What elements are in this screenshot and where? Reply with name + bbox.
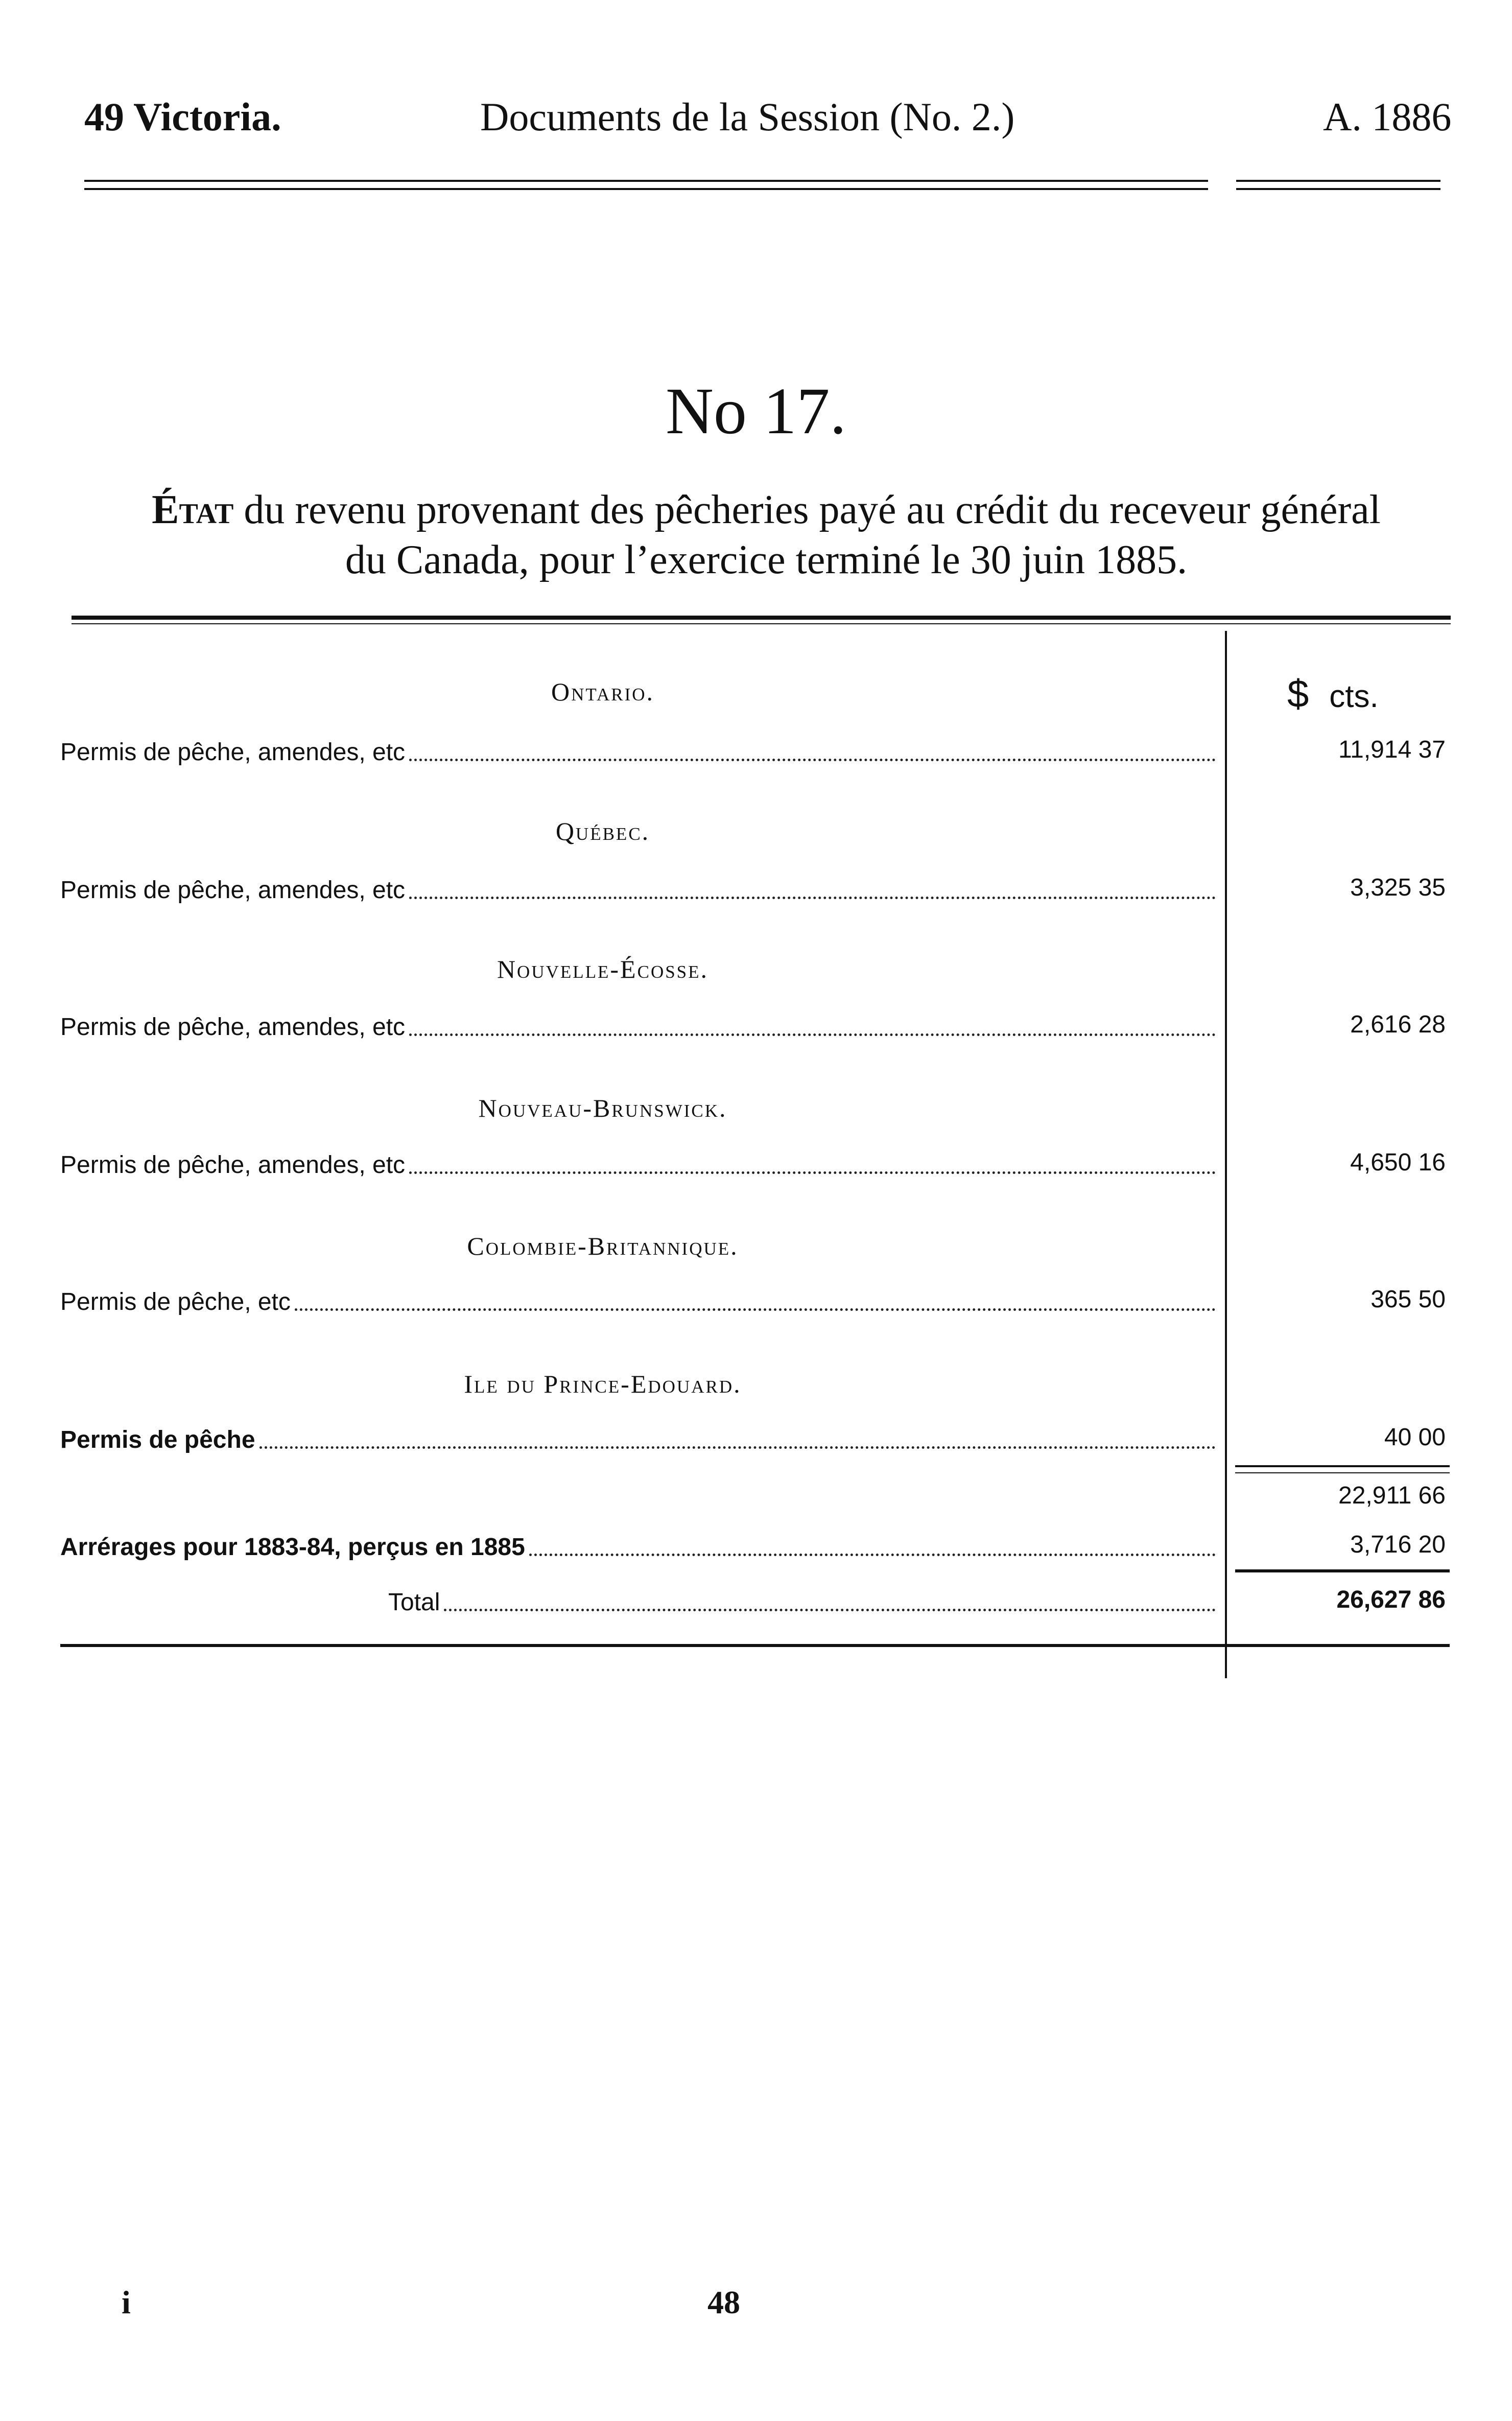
row-label: Permis de pêche, etc (60, 1288, 291, 1315)
table-row (60, 1280, 1219, 1316)
row-label: Permis de pêche, amendes, etc (60, 1014, 406, 1041)
header-document-title: Documents de la Session (No. 2.) (480, 95, 1015, 139)
header-rule-right-bottom (1236, 188, 1440, 190)
row-label: Permis de pêche, amendes, etc (60, 877, 406, 904)
column-header (1287, 672, 1379, 716)
total-row (388, 1581, 1219, 1616)
leader-dots (409, 897, 1216, 899)
table-top-rule (72, 616, 1451, 620)
arrears-amount: 3,716 20 (1350, 1531, 1446, 1558)
statement-title (72, 485, 1461, 585)
row-amount: 2,616 28 (1350, 1011, 1446, 1038)
header-rule-top (84, 180, 1208, 182)
table-row (60, 1143, 1219, 1179)
section-heading: Ontario. (551, 677, 654, 706)
row-label: Permis de pêche (60, 1426, 255, 1453)
total-amount: 26,627 86 (1336, 1586, 1446, 1613)
statement-line-2: du Canada, pour l’exercice terminé le 30 juin 1885. (345, 537, 1188, 582)
table-row (60, 731, 1219, 766)
row-amount: 40 00 (1384, 1424, 1446, 1451)
table-row (60, 1005, 1219, 1041)
leader-dots (444, 1609, 1216, 1611)
footer-mark: i (122, 2284, 131, 2320)
page-number: 48 (707, 2284, 740, 2320)
header-rule-bottom (84, 188, 1208, 190)
column-header-dollars: $ (1287, 672, 1309, 716)
row-amount: 3,325 35 (1350, 874, 1446, 901)
document-number: No 17. (666, 374, 846, 448)
leader-dots (259, 1446, 1216, 1449)
table-row (60, 1418, 1219, 1454)
total-rule (1235, 1569, 1450, 1572)
statement-lead-word: État (152, 487, 234, 532)
section-heading: Ile du Prince-Edouard. (464, 1370, 742, 1398)
row-label: Permis de pêche, amendes, etc (60, 739, 406, 766)
subtotal-rule (1235, 1465, 1450, 1467)
header-rule-right-top (1236, 180, 1440, 182)
section-heading: Québec. (555, 817, 650, 845)
row-amount: 4,650 16 (1350, 1149, 1446, 1176)
table-top-rule-thin (72, 623, 1451, 624)
table-bottom-rule (60, 1644, 1450, 1647)
column-header-cents: cts. (1329, 679, 1379, 714)
subtotal-amount: 22,911 66 (1338, 1482, 1446, 1509)
statement-line-1: du revenu provenant des pêcheries payé au crédit du receveur général (233, 487, 1381, 532)
leader-dots (409, 1033, 1216, 1036)
leader-dots (295, 1308, 1216, 1311)
subtotal-rule-thin (1235, 1472, 1450, 1473)
table-row (60, 868, 1219, 904)
section-heading: Nouvelle-Écosse. (497, 955, 709, 983)
row-amount: 11,914 37 (1338, 736, 1446, 763)
amount-column-divider (1225, 631, 1227, 1678)
leader-dots (529, 1554, 1216, 1556)
section-heading: Nouveau-Brunswick. (478, 1094, 727, 1122)
arrears-row (60, 1525, 1219, 1561)
header-year: A. 1886 (1323, 95, 1452, 139)
row-label: Permis de pêche, amendes, etc (60, 1151, 406, 1179)
header-session-year: 49 Victoria. (84, 95, 281, 139)
total-label: Total (388, 1589, 440, 1616)
leader-dots (409, 1171, 1216, 1174)
row-amount: 365 50 (1371, 1286, 1446, 1313)
arrears-label: Arrérages pour 1883-84, perçus en 1885 (60, 1534, 525, 1561)
leader-dots (409, 759, 1216, 761)
section-heading: Colombie-Britannique. (467, 1232, 739, 1260)
